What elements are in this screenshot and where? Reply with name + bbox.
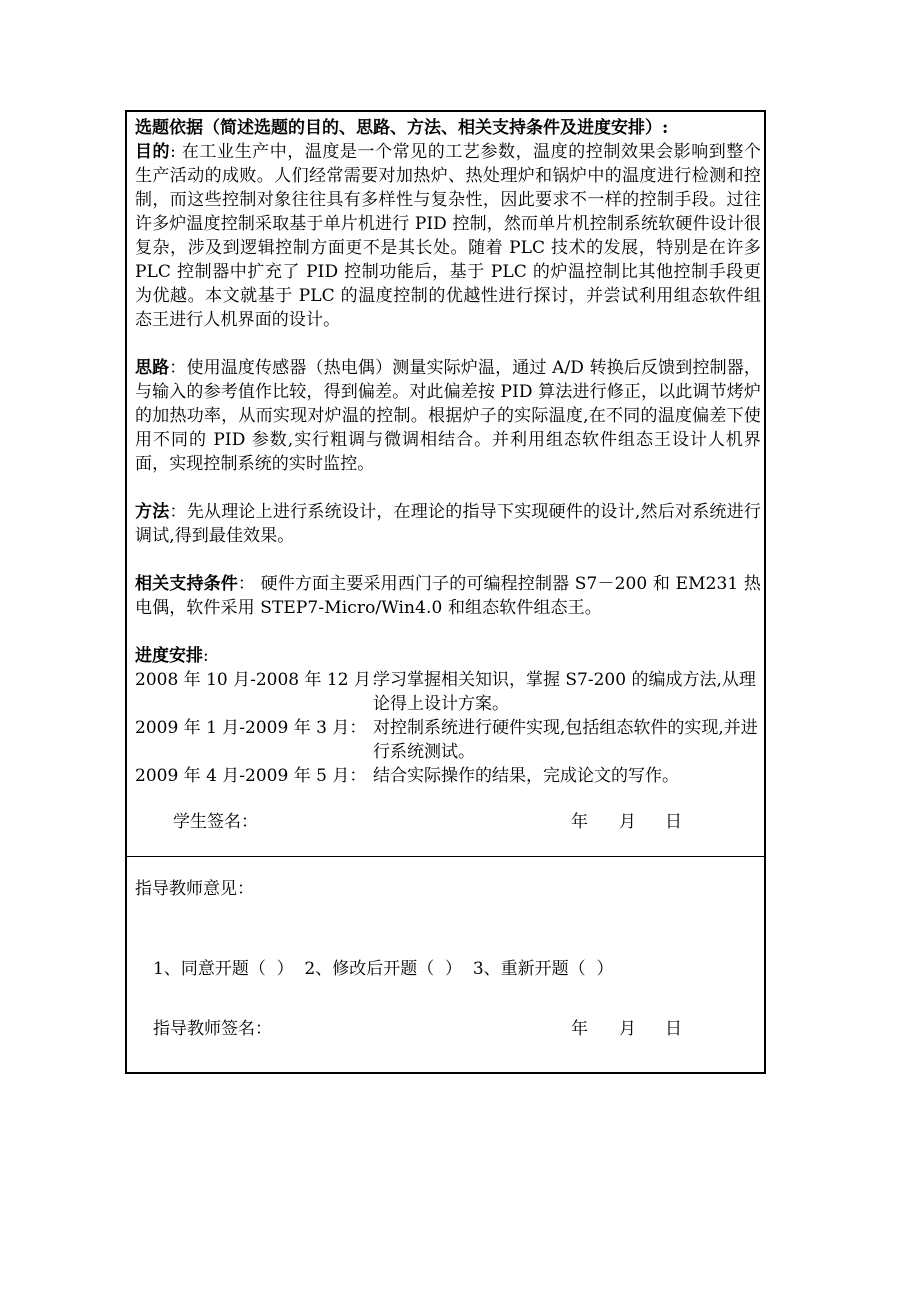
schedule-date-3: 2009 年 4 月-2009 年 5 月： <box>135 766 367 786</box>
approval-options: 1、同意开题（ ） 2、修改后开题（ ） 3、重新开题（ ） <box>153 959 614 979</box>
approach-text: ：使用温度传感器（热电偶）测量实际炉温，通过 A/D 转换后反馈到控制器，与输入的参考值作比较，得到偏差。对此偏差按 PID 算法进行修正，以此调节烤炉的加热功率，从而实现对炉温的控制。根据炉子的实际温度,在不同的温度偏差下使用不同的 PID 参数,实行粗调与微调相结合。并利用组态软件组态王设计人机界面，实现控制系统的实时监控。 <box>135 358 761 474</box>
schedule-date-2: 2009 年 1 月-2009 年 3 月： <box>135 718 367 738</box>
method-text: ：先从理论上进行系统设计，在理论的指导下实现硬件的设计,然后对系统进行调试,得到最佳效果。 <box>135 502 762 546</box>
approach-label: 思路 <box>135 358 170 378</box>
schedule-heading <box>135 644 209 668</box>
student-signature-label: 学生签名： <box>173 812 258 832</box>
schedule-colon: : <box>203 646 209 666</box>
support-label: 相关支持条件 <box>135 574 238 594</box>
approach-paragraph <box>135 356 761 476</box>
purpose-paragraph <box>135 140 761 332</box>
advisor-signature-day: 日 <box>665 1019 682 1039</box>
support-paragraph <box>135 572 761 620</box>
method-paragraph <box>135 500 761 548</box>
section-heading: 选题依据（简述选题的目的、思路、方法、相关支持条件及进度安排）: <box>135 118 669 138</box>
schedule-date-1: 2008 年 10 月-2008 年 12 月： <box>135 670 388 690</box>
method-label: 方法 <box>135 502 170 522</box>
advisor-opinion-section <box>127 857 764 1072</box>
purpose-label: 目的 <box>135 142 171 162</box>
student-signature-year: 年 <box>571 812 588 832</box>
schedule-label: 进度安排 <box>135 646 203 666</box>
advisor-signature-month: 月 <box>619 1019 636 1039</box>
student-signature-month: 月 <box>619 812 636 832</box>
advisor-opinion-label: 指导教师意见： <box>135 879 254 899</box>
schedule-task-2: 对控制系统进行硬件实现,包括组态软件的实现,并进行系统测试。 <box>373 718 758 762</box>
advisor-signature-label: 指导教师签名： <box>153 1019 272 1039</box>
proposal-form-table <box>125 110 766 1074</box>
support-text: ： 硬件方面主要采用西门子的可编程控制器 S7－200 和 EM231 热电偶，软件采用 STEP7-Micro/Win4.0 和组态软件组态王。 <box>135 574 761 618</box>
schedule-task-1: 学习掌握相关知识，掌握 S7-200 的编成方法,从理论得上设计方案。 <box>373 670 756 714</box>
topic-basis-section <box>127 112 764 857</box>
purpose-text: : 在工业生产中，温度是一个常见的工艺参数，温度的控制效果会影响到整个生产活动的成败。人们经常需要对加热炉、热处理炉和锅炉中的温度进行检测和控制，而这些控制对象往往具有多样性与复杂性，因此要求不一样的控制手段。过往许多炉温度控制采取基于单片机进行 PID 控制，然而单片机控制系统软硬件设计很复杂，涉及到逻辑控制方面更不是其长处。随着 PLC 技术的发展，特别是在许多 PLC 控制器中扩充了 PID 控制功能后，基于 PLC 的炉温控制比其他控制手段更为优越。本文就基于 PLC 的温度控制的优越性进行探讨，并尝试利用组态软件组态王进行人机界面的设计。 <box>135 142 761 330</box>
advisor-signature-year: 年 <box>571 1019 588 1039</box>
schedule-task-3: 结合实际操作的结果，完成论文的写作。 <box>373 766 679 786</box>
student-signature-day: 日 <box>665 812 682 832</box>
